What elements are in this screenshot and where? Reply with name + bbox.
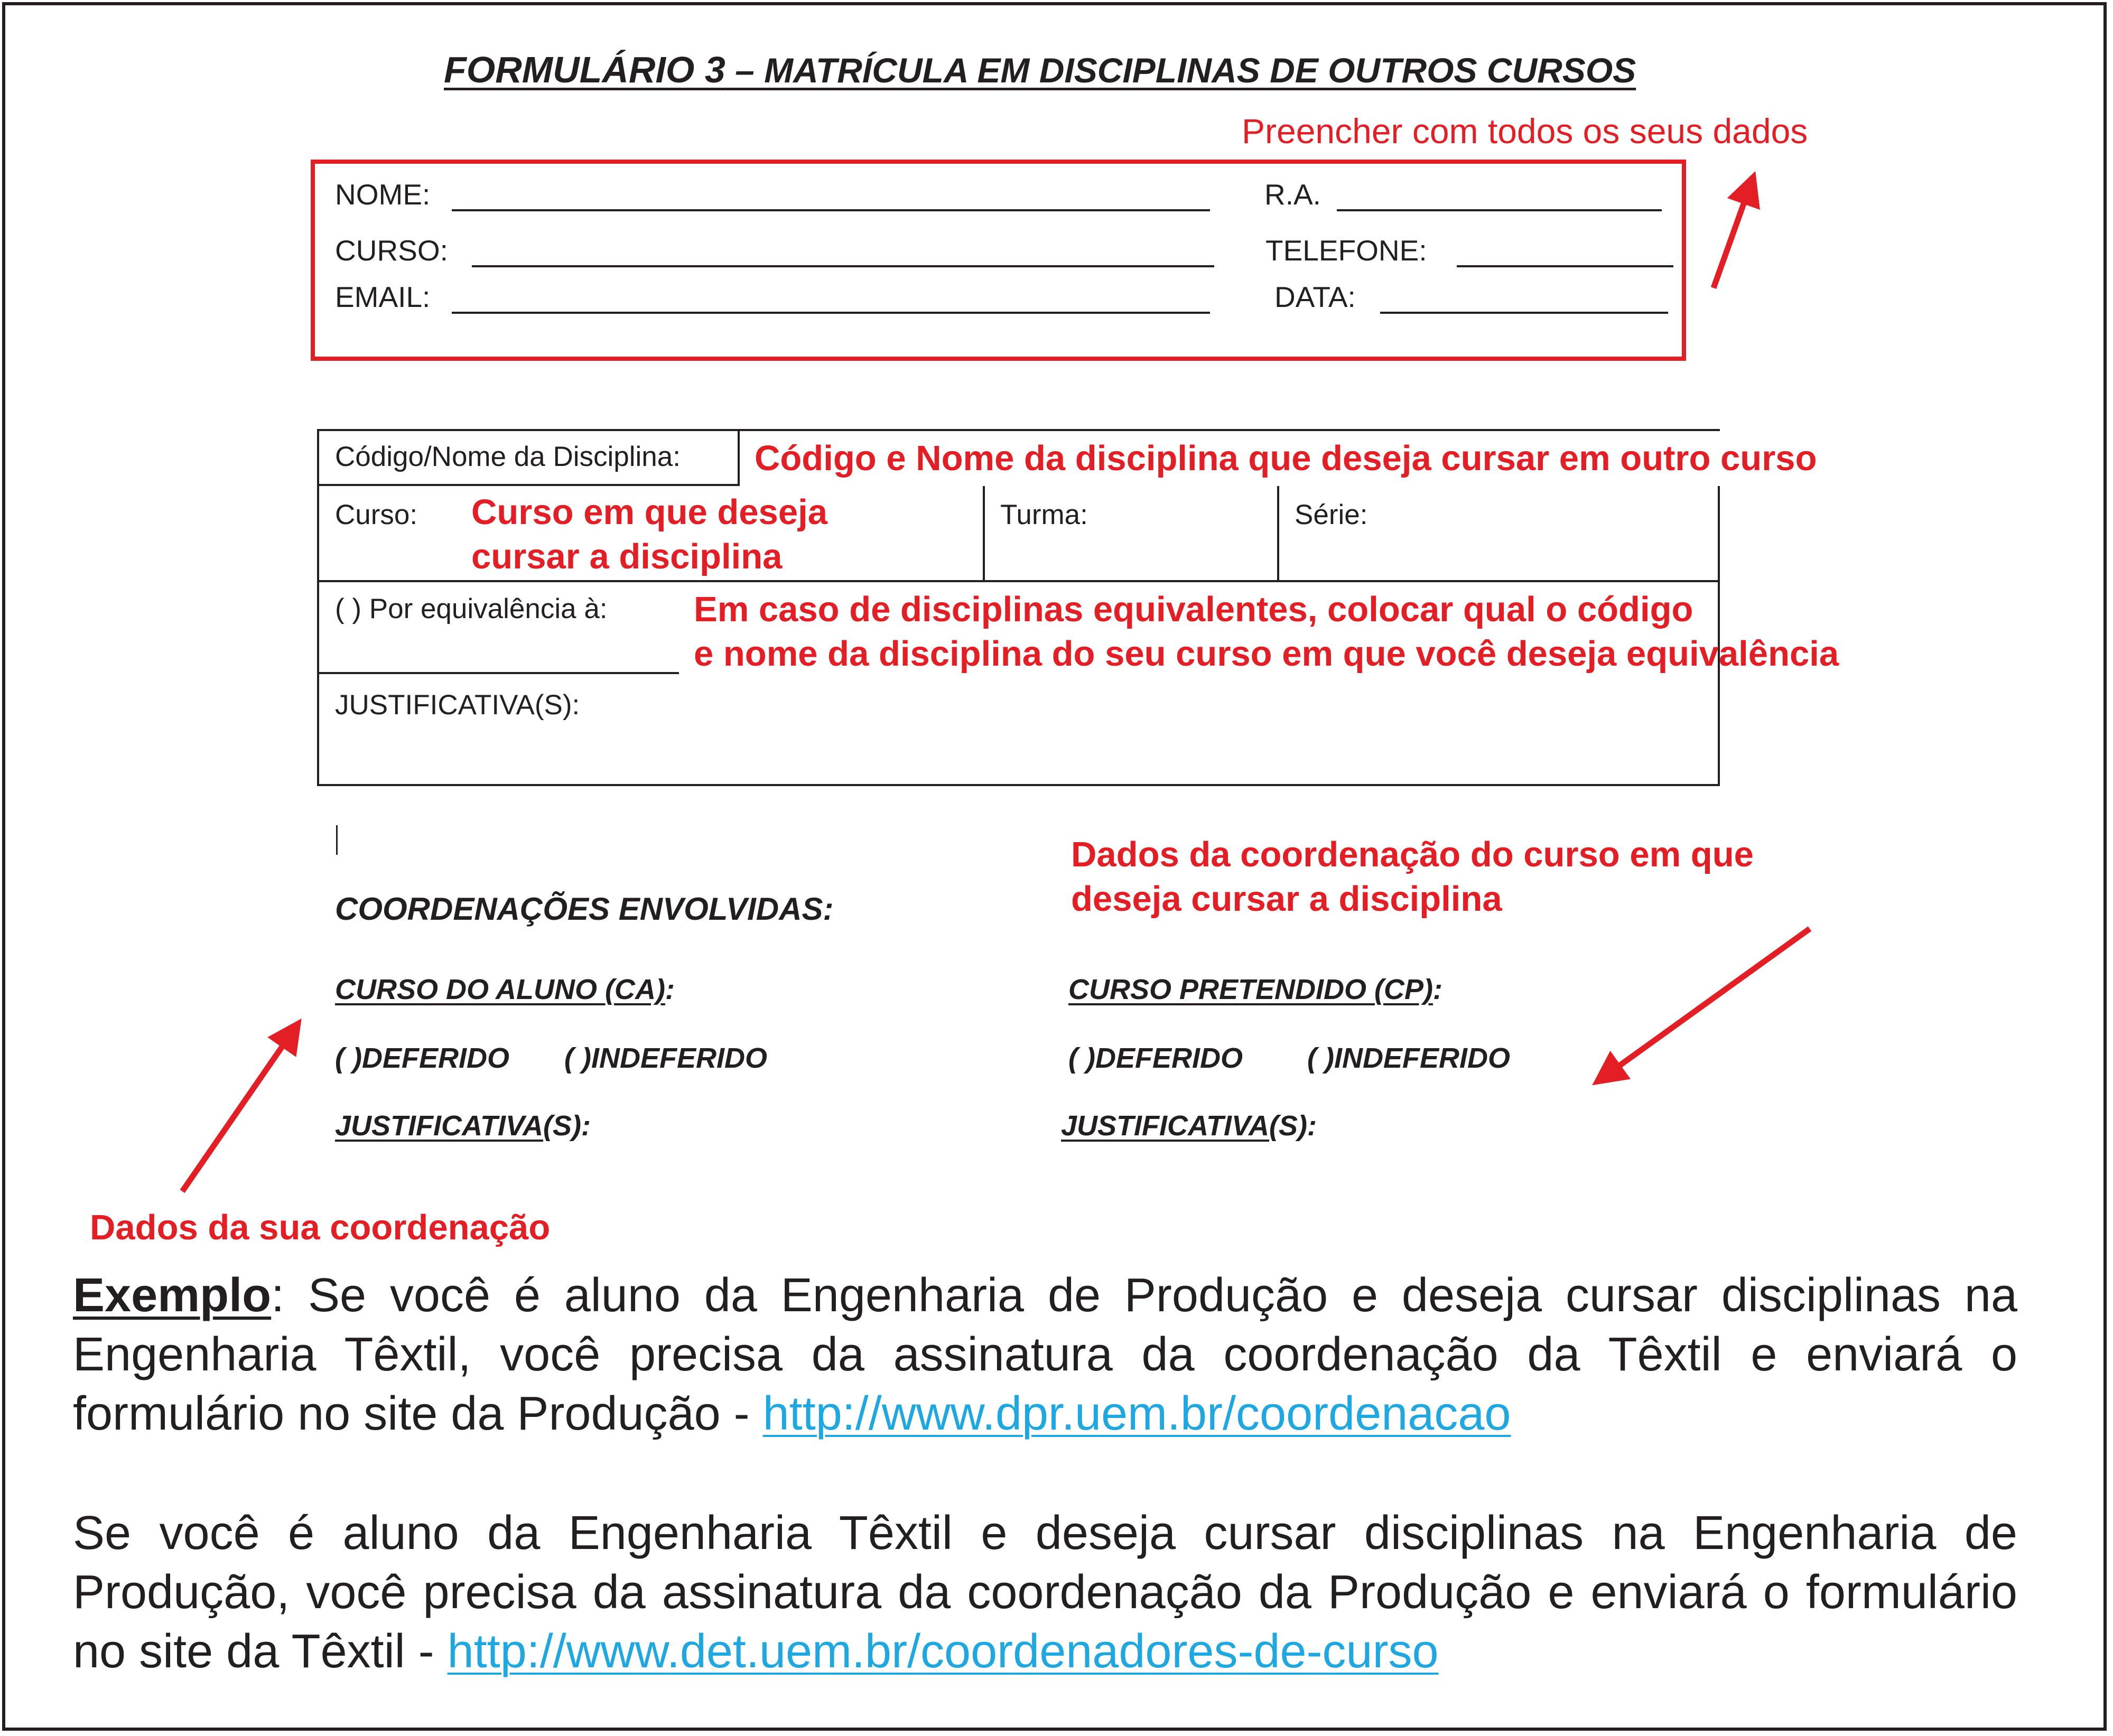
annotation-coord-dest-line1: Dados da coordenação do curso em que — [1071, 835, 1754, 874]
curso-label: CURSO: — [335, 234, 448, 267]
annotation-curso-line1: Curso em que deseja — [471, 492, 827, 532]
annotation-equiv-line1: Em caso de disciplinas equivalentes, colocar qual o código — [694, 590, 1693, 629]
cp-deferido-option[interactable]: ( )DEFERIDO — [1068, 1042, 1243, 1074]
annotation-codigo-nome: Código e Nome da disciplina que deseja cursar em outro curso — [755, 438, 1817, 478]
ca-indeferido-option[interactable]: ( )INDEFERIDO — [564, 1042, 767, 1074]
link-det[interactable]: http://www.det.uem.br/coordenadores-de-curso — [447, 1625, 1439, 1678]
annotation-equiv-line2: e nome da disciplina do seu curso em que você deseja equivalência — [694, 634, 1839, 674]
form-title: FORMULÁRIO 3 – MATRÍCULA EM DISCIPLINAS DE OUTROS CURSOS — [444, 49, 1636, 90]
arrow-to-curso-aluno — [182, 1033, 292, 1191]
link-dpr[interactable]: http://www.dpr.uem.br/coordenacao — [762, 1387, 1511, 1440]
serie-label: Série: — [1295, 499, 1368, 530]
curso-aluno-label: CURSO DO ALUNO (CA): — [335, 974, 675, 1005]
annotation-curso-line2: cursar a disciplina — [471, 537, 783, 576]
coordenacoes-heading: COORDENAÇÕES ENVOLVIDAS: — [335, 891, 834, 927]
codigo-nome-label: Código/Nome da Disciplina: — [335, 441, 681, 472]
example-paragraph-1: Exemplo: Se você é aluno da Engenharia de Produção e deseja cursar disciplinas na Engenharia Têxtil, você precisa da assinatura da coordenação da Têxtil e enviará o formulário no site da Produção - http://www.dpr.uem.br/coordenacao — [73, 1269, 2017, 1440]
curso-pretendido-label: CURSO PRETENDIDO (CP): — [1068, 974, 1443, 1005]
justificativa-table-label: JUSTIFICATIVA(S): — [335, 689, 580, 721]
equivalencia-label: ( ) Por equivalência à: — [335, 593, 608, 624]
arrow-to-student-box — [1714, 188, 1749, 288]
example-paragraph-2: Se você é aluno da Engenharia Têxtil e deseja cursar disciplinas na Engenharia de Produção, você precisa da assinatura da coordenação da Produção e enviará o formulário no site da Têxtil - http://www.det.uem.br/coordenadores-de-curso — [73, 1507, 2017, 1678]
annotation-fill-data: Preencher com todos os seus dados — [1242, 111, 1808, 151]
data-label: DATA: — [1274, 281, 1356, 313]
ca-justificativa-label: JUSTIFICATIVA(S): — [335, 1110, 591, 1142]
annotation-own-coord: Dados da sua coordenação — [90, 1208, 551, 1247]
example-label: Exemplo — [73, 1269, 272, 1322]
turma-label: Turma: — [1000, 499, 1088, 530]
email-label: EMAIL: — [335, 281, 431, 313]
cp-indeferido-option[interactable]: ( )INDEFERIDO — [1307, 1042, 1510, 1074]
ca-deferido-option[interactable]: ( )DEFERIDO — [335, 1042, 509, 1074]
nome-label: NOME: — [335, 178, 431, 211]
cp-justificativa-label: JUSTIFICATIVA(S): — [1061, 1110, 1317, 1142]
telefone-label: TELEFONE: — [1265, 234, 1427, 267]
ra-label: R.A. — [1264, 178, 1321, 211]
arrow-to-curso-pretendido — [1606, 929, 1810, 1075]
annotation-coord-dest-line2: deseja cursar a disciplina — [1071, 879, 1502, 919]
curso-table-label: Curso: — [335, 499, 418, 530]
